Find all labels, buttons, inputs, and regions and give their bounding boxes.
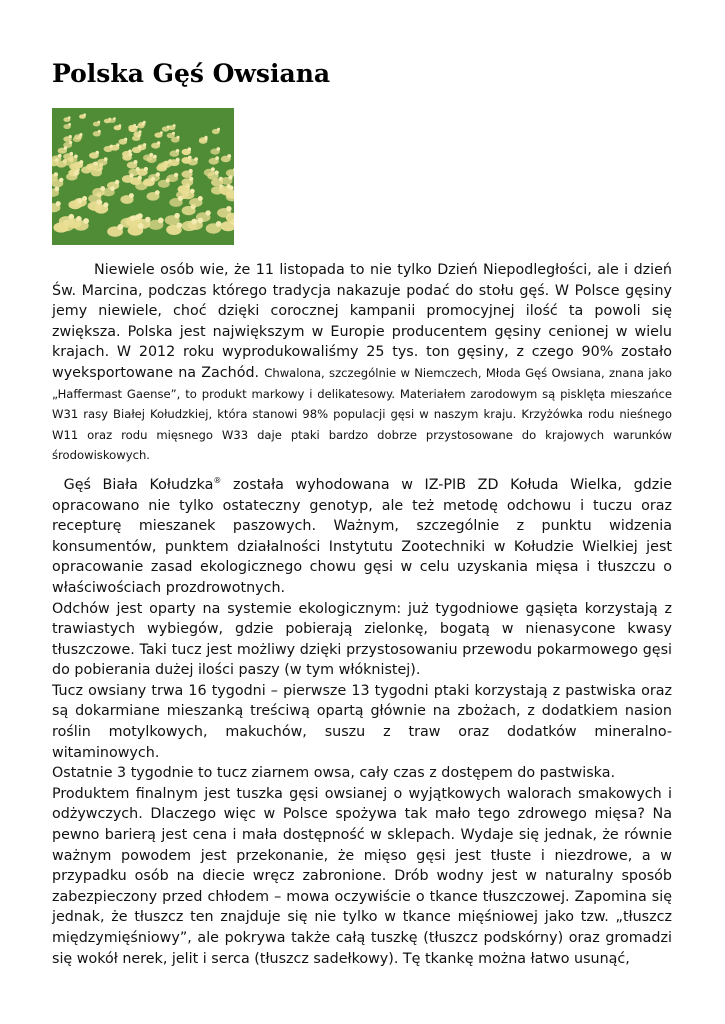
page-title: Polska Gęś Owsiana <box>52 59 331 88</box>
geese-photo-icon <box>52 108 234 245</box>
intro-text: Niewiele osób wie, że 11 listopada to nie tylko Dzień Niepodległości, ale i dzień Św. Marcina, podczas którego tradycja nakazuje podać do stołu gęś. W Polsce gęsiny jemy niewiele, choć dzięki corocznej kampanii promocyjnej ilość ta powoli się zwiększa. Polska jest największym w Europie producentem gęsiny cenionej w wielu krajach. W 2012 roku wyprodukowaliśmy 25 tys. ton gęsiny, z czego 90% zostało wyeksportowane na Zachód. <box>52 262 672 381</box>
article-body <box>52 260 672 969</box>
breed-name: Gęś Biała Kołudzka <box>63 476 214 493</box>
paragraph-oats: Ostatnie 3 tygodnie to tucz ziarnem owsa, cały czas z dostępem do pastwiska. <box>52 765 616 782</box>
registered-mark: ® <box>213 476 222 486</box>
paragraph-fattening: Tucz owsiany trwa 16 tygodni – pierwsze 13 tygodni ptaki korzystają z pastwiska oraz są dokarmiane mieszanką treściwą opartą głównie na zbożach, z dodatkiem nasion roślin motylkowych, makuchów, suszu z traw oraz dodatków mineralno-witaminowych. <box>52 682 672 761</box>
paragraph-intro <box>52 260 672 466</box>
intro-small-text: Chwalona, szczególnie w Niemczech, Młoda Gęś Owsiana, znana jako „Haffermast Gaense”, to produkt markowy i delikatesowy. Materiałem zarodowym są pisklęta mieszańce W31 rasy Białej Kołudzkiej, która stanowi 98% populacji gęsi w naszym kraju. Krzyżówka rodu nieśnego W11 oraz rodu mięsnego W33 daje ptaki bardzo dobrze przystosowane do krajowych warunków środowiskowych. <box>52 365 672 463</box>
paragraph-breed <box>52 475 672 599</box>
breed-text: została wyhodowana w IZ-PIB ZD Kołuda Wielka, gdzie opracowano nie tylko ostateczny genotyp, ale też metodę odchowu i tuczu oraz recepturę mieszanek paszowych. Ważnym, szczególnie z punktu widzenia konsumentów, punktem działalności Instytutu Zootechniki w Kołudzie Wielkiej jest opracowanie zasad ekologicznego chowu gęsi w celu uzyskania mięsa i tłuszczu o właściwościach prozdrowotnych. <box>52 476 672 596</box>
paragraph-rearing: Odchów jest oparty na systemie ekologicznym: już tygodniowe gąsięta korzystają z trawiastych wybiegów, gdzie pobierają zielonkę, bogatą w nienasycone kwasy tłuszczowe. Taki tucz jest możliwy dzięki przystosowaniu przewodu pokarmowego gęsi do pobierania dużej ilości paszy (w tym włóknistej). <box>52 600 672 679</box>
paragraph-product: Produktem finalnym jest tuszka gęsi owsianej o wyjątkowych walorach smakowych i odżywczych. Dlaczego więc w Polsce spożywa tak mało tego zdrowego mięsa? Na pewno barierą jest cena i mała dostępność w sklepach. Wydaje się jednak, że równie ważnym powodem jest przekonanie, że mięso gęsi jest tłuste i niezdrowe, a w przypadku osób na diecie wręcz zabronione. Drób wodny jest w naturalny sposób zabezpieczony przed chłodem – mowa oczywiście o tkance tłuszczowej. Zapomina się jednak, że tłuszcz ten znajduje się nie tylko w tkance mięśniowej jako tzw. „tłuszcz międzymięśniowy”, ale pokrywa także całą tuszkę (tłuszcz podskórny) oraz gromadzi się wokół nerek, jelit i serca (tłuszcz sadełkowy). Tę tkankę można łatwo usunąć, <box>52 785 672 967</box>
